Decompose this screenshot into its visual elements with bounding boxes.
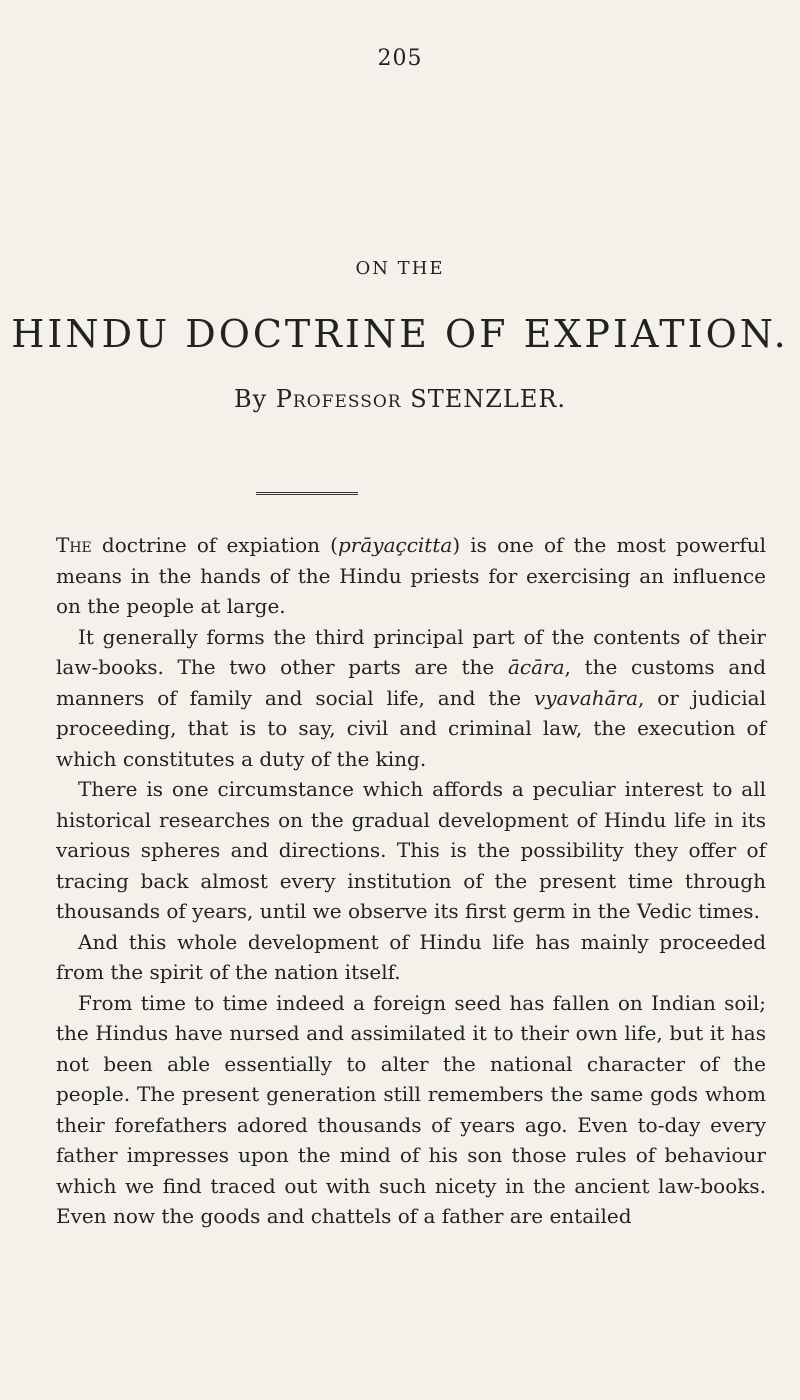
paragraph-text: , or judicial proceeding, that is to say, civil and criminal law, the execution of which constitutes a duty of the king. xyxy=(56,685,767,771)
byline-prefix: By xyxy=(233,385,268,413)
paragraph xyxy=(56,774,766,927)
paragraph xyxy=(56,622,766,775)
paragraph-text: And this whole development of Hindu life has mainly proceeded from the spirit of the nation itself. xyxy=(56,929,766,984)
paragraph-text: ) is one of the most powerful means in the hands of the Hindu priests for exercising an influence on the people at large. xyxy=(56,533,766,618)
italic-term: prāyaçcitta xyxy=(338,533,453,557)
paragraph-text: There is one circumstance which affords a peculiar interest to all historical researches on the gradual development of Hindu life in its various spheres and directions. This is the possibility they offer of tracing back almost every institution of the present time through thousands of years, until we observe its first germ in the Vedic times. xyxy=(56,777,766,923)
paragraph-lead: The xyxy=(56,533,92,557)
byline-honorific: Professor xyxy=(275,385,402,413)
article-title: HINDU DOCTRINE OF EXPIATION. xyxy=(11,312,789,356)
pre-title: ON THE xyxy=(355,258,445,279)
title-divider xyxy=(256,492,358,495)
article-body xyxy=(56,530,766,1232)
paragraph-text: , the customs and manners of family and social life, and the xyxy=(56,655,766,710)
byline xyxy=(0,385,800,413)
italic-term: vyavahāra xyxy=(533,685,639,710)
italic-term: ācāra xyxy=(507,655,565,679)
paragraph xyxy=(56,927,766,988)
byline-author: STENZLER. xyxy=(410,385,567,413)
page-number: 205 xyxy=(377,46,423,71)
paragraph-text: doctrine of expiation ( xyxy=(91,533,338,557)
paragraph-text: It generally forms the third principal part of the contents of their law-books. The two other parts are the xyxy=(56,624,766,679)
paragraph xyxy=(56,530,766,622)
paragraph-text: From time to time indeed a foreign seed has fallen on Indian soil; the Hindus have nursed and assimilated it to their own life, but it has not been able essentially to alter the national character of the people. The present generation still remembers the same gods whom their forefathers adored thousands of years ago. Even to-day every father impresses upon the mind of his son those rules of behaviour which we find traced out with such nicety in the ancient law-books. Even now the goods and chattels of a father are entailed xyxy=(56,990,766,1228)
paragraph xyxy=(56,988,766,1232)
